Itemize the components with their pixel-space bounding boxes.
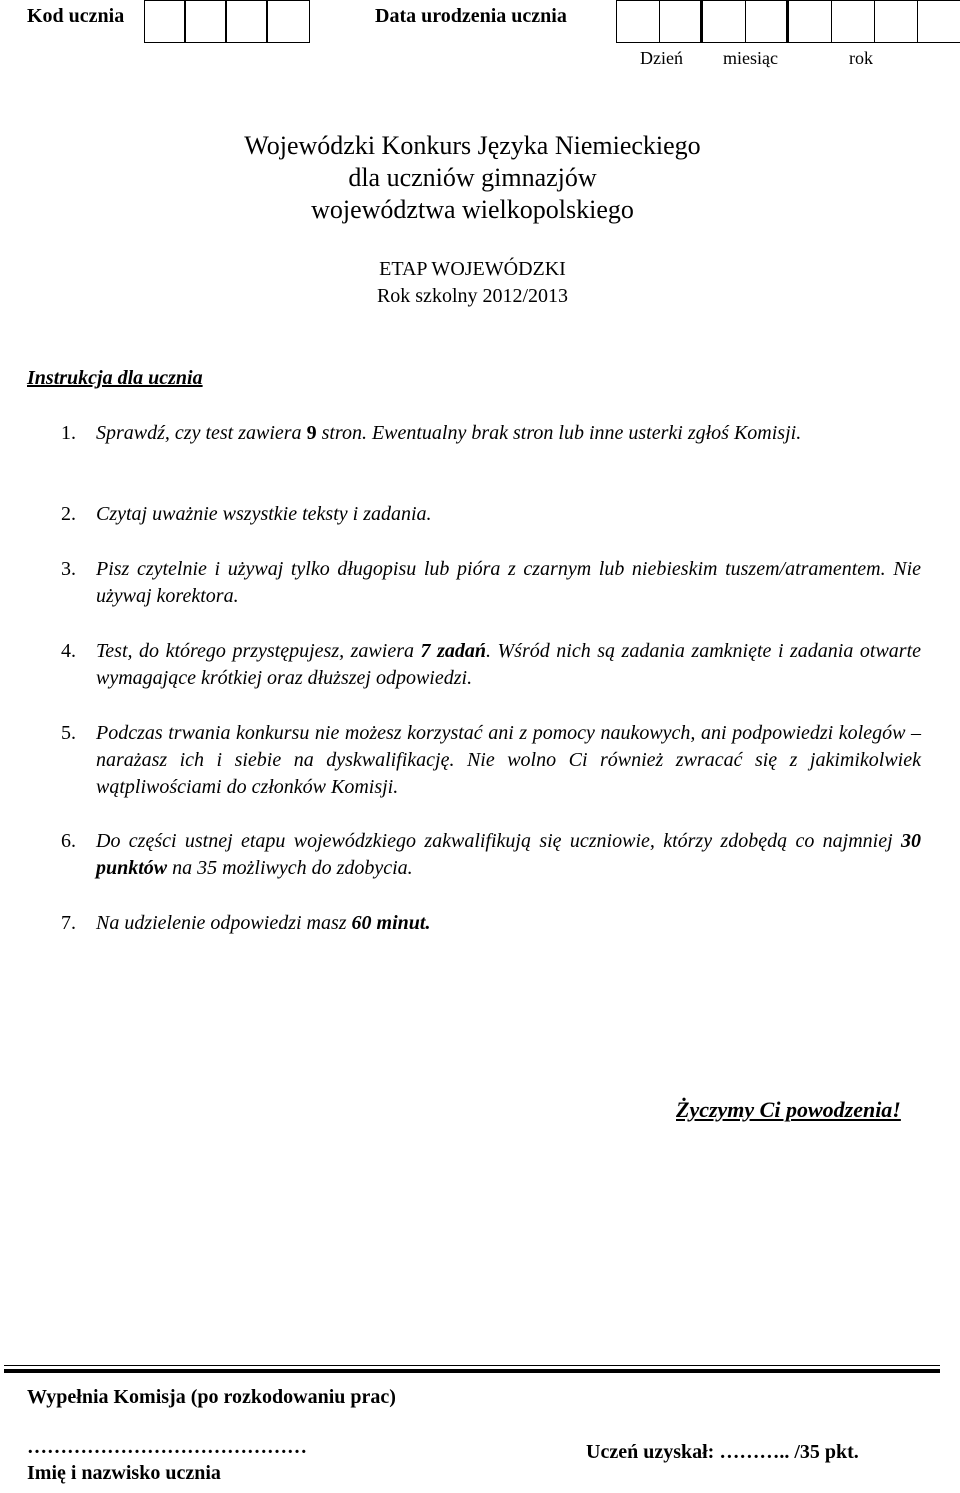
instructions-heading: Instrukcja dla ucznia (27, 367, 203, 389)
item-text: Pisz czytelnie i używaj tylko długopisu lub pióra z czarnym lub niebieskim tuszem/atramentem. Nie używaj korektora. (96, 558, 921, 607)
instruction-item-3 (61, 556, 921, 610)
year-digit-box[interactable] (875, 1, 918, 42)
instruction-item-2 (61, 501, 921, 528)
code-digit-box[interactable] (186, 1, 227, 42)
day-label: Dzień (640, 48, 683, 68)
item-number: 5. (61, 722, 76, 744)
item-text: Do części ustnej etapu wojewódzkiego zakwalifikują się uczniowie, którzy zdobędą co najmniej 30 punktów na 35 możliwych do zdobycia. (96, 830, 921, 879)
footer-divider-thin (4, 1365, 940, 1366)
student-code-label: Kod ucznia (27, 5, 125, 27)
year-digit-box[interactable] (832, 1, 875, 42)
code-digit-box[interactable] (268, 1, 309, 42)
birth-date-boxes[interactable] (616, 0, 960, 43)
item-number: 1. (61, 422, 76, 444)
school-year-label: Rok szkolny 2012/2013 (376, 285, 569, 307)
student-name-field[interactable]: …………………………………… (27, 1436, 307, 1458)
contest-subtitle: dla uczniów gimnazjów (348, 163, 597, 192)
item-number: 3. (61, 558, 76, 580)
instruction-item-7 (61, 910, 921, 937)
code-digit-box[interactable] (145, 1, 186, 42)
item-text: Test, do którego przystępujesz, zawiera 7 zadań. Wśród nich są zadania zamknięte i zadania otwarte wymagające krótkiej oraz dłuższej odpowiedzi. (96, 640, 922, 689)
day-digit-box[interactable] (617, 1, 660, 42)
item-text: Podczas trwania konkursu nie możesz korzystać ani z pomocy naukowych, ani podpowiedzi kolegów – narażasz ich i siebie na dyskwalifikację. Nie wolno Ci również zwracać się z jakimikolwiek wątpliwościami do członków Komisji. (96, 722, 921, 798)
good-luck-message: Życzymy Ci powodzenia! (676, 1097, 901, 1122)
contest-region: województwa wielkopolskiego (311, 195, 634, 224)
instruction-item-6 (61, 828, 921, 882)
item-text: Sprawdź, czy test zawiera 9 stron. Ewentualny brak stron lub inne usterki zgłoś Komisji. (96, 422, 802, 444)
item-text: Na udzielenie odpowiedzi masz 60 minut. (96, 912, 431, 934)
day-digit-box[interactable] (660, 1, 703, 42)
month-digit-box[interactable] (703, 1, 746, 42)
footer-divider-thick (4, 1369, 940, 1373)
item-number: 2. (61, 503, 76, 525)
student-code-boxes[interactable] (144, 0, 310, 43)
month-digit-box[interactable] (746, 1, 789, 42)
student-name-label: Imię i nazwisko ucznia (27, 1462, 221, 1484)
item-number: 4. (61, 640, 76, 662)
code-digit-box[interactable] (227, 1, 268, 42)
year-label: rok (849, 48, 873, 68)
instruction-item-5 (61, 720, 921, 801)
contest-title: Wojewódzki Konkurs Języka Niemieckiego (244, 131, 701, 160)
month-label: miesiąc (723, 48, 778, 68)
instruction-item-4 (61, 638, 921, 692)
item-text: Czytaj uważnie wszystkie teksty i zadania. (96, 503, 432, 525)
year-digit-box[interactable] (918, 1, 960, 42)
birth-date-label: Data urodzenia ucznia (375, 5, 567, 27)
stage-label: ETAP WOJEWÓDZKI (379, 258, 566, 280)
year-digit-box[interactable] (789, 1, 832, 42)
score-field[interactable]: Uczeń uzyskał: ……….. /35 pkt. (586, 1441, 859, 1463)
item-number: 6. (61, 830, 76, 852)
instruction-item-1 (61, 420, 921, 447)
item-number: 7. (61, 912, 76, 934)
commission-label: Wypełnia Komisja (po rozkodowaniu prac) (27, 1386, 396, 1408)
